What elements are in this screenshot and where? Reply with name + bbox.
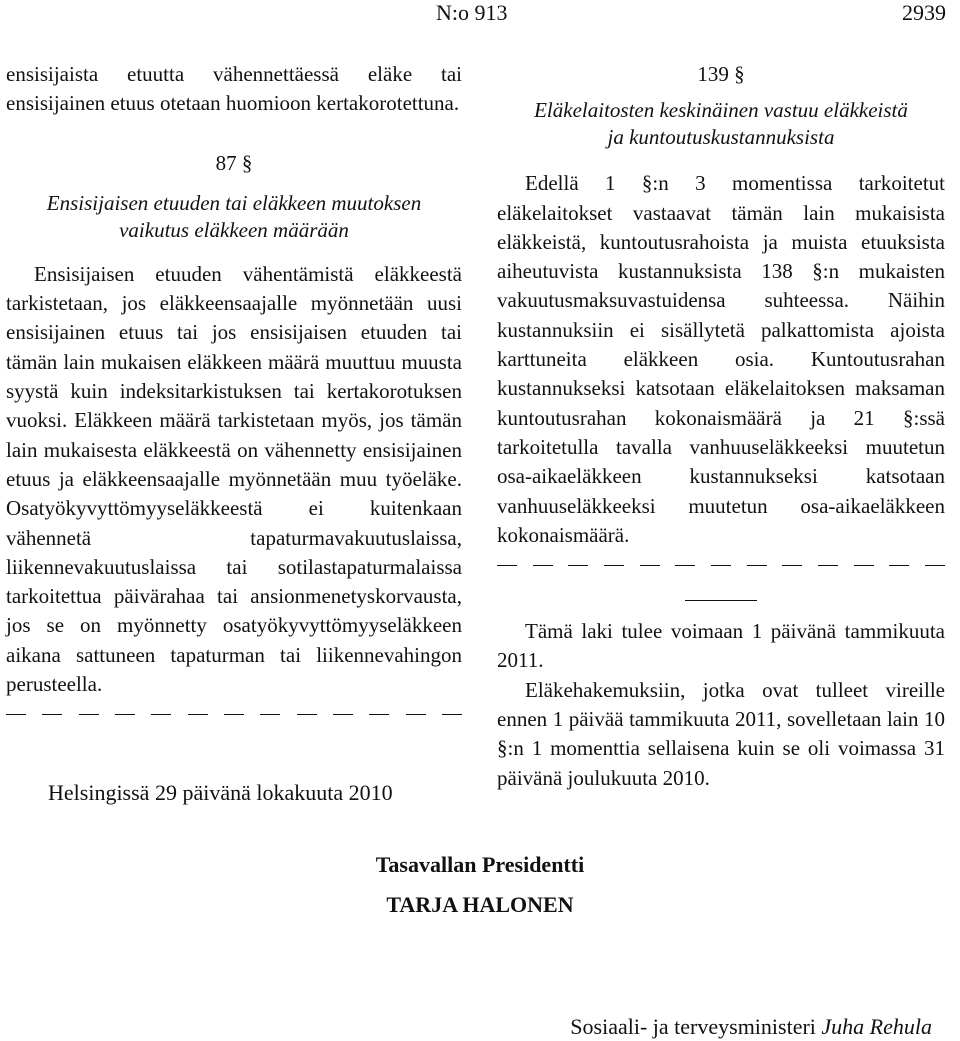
minister-signature: [570, 1012, 932, 1041]
page-number: 2939: [902, 0, 946, 25]
president-title: Tasavallan Presidentti: [375, 852, 585, 877]
entry-into-force-paragraph: Tämä laki tulee voimaan 1 päivänä tammikuuta 2011.: [497, 619, 945, 673]
section-end-dashes: [497, 550, 945, 580]
section-139-title-line2: ja kuntoutuskustannuksista: [607, 125, 835, 150]
intro-paragraph: ensisijaista etuutta vähennettäessä eläke tai ensisijainen etuus otetaan huomioon kertakorotettuna.: [6, 62, 462, 116]
section-87-paragraph: Ensisijaisen etuuden vähentämistä eläkkeestä tarkistetaan, jos eläkkeensaajalle myönnetään uusi ensisijainen etuus tai jos ensisijaisen etuuden tai tämän lain mukaisen eläkkeen määrä muuttuu muusta syystä kuin indeksitarkistuksen tai kertakorotuksen vuoksi. Eläkkeen määrä tarkistetaan myös, jos tämän lain mukaisesta eläkkeestä on vähennetty ensisijainen etuus ja eläkkeensaajalle myönnetään muu työeläke. Osatyökyvyttömyyseläkkeestä ei kuitenkaan vähennetä tapaturmavakuutuslaissa, liikennevakuutuslaissa tai sotilastapaturmalaissa tarkoitettua päivärahaa tai ansionmenetyskorvausta, jos se on myönnetty osatyökyvyttömyyseläkkeen aikana sattuneen tapaturman tai liikennevahingon perusteella.: [6, 261, 462, 697]
right-column: [497, 60, 945, 793]
document-number: N:o 913: [436, 0, 508, 25]
minister-name: Juha Rehula: [821, 1014, 932, 1039]
place-and-date: Helsingissä 29 päivänä lokakuuta 2010: [48, 780, 393, 805]
section-87-number: 87 §: [215, 150, 253, 175]
section-end-dashes: [6, 699, 462, 729]
minister-title: Sosiaali- ja terveysministeri: [570, 1014, 816, 1039]
left-column: [6, 60, 462, 729]
section-139-number: 139 §: [697, 62, 745, 86]
separator-rule: [685, 600, 757, 601]
section-87-title-line2: vaikutus eläkkeen määrään: [119, 217, 349, 242]
transition-provision-paragraph: Eläkehakemuksiin, jotka ovat tulleet vireille ennen 1 päivää tammikuuta 2011, sovelletaan lain 10 §:n 1 momenttia sellaisena kuin se oli voimassa 31 päivänä joulukuuta 2010.: [497, 677, 945, 790]
section-139-title-line1: Eläkelaitosten keskinäinen vastuu eläkkeistä: [534, 98, 908, 123]
section-139-paragraph: Edellä 1 §:n 3 momentissa tarkoitetut eläkelaitokset vastaavat tämän lain mukaisista eläkkeistä, kuntoutusrahoista ja muista etuuksista aiheutuvista kustannuksista 138 §:n mukaisten vakuutusmaksuvastuidensa suhteessa. Näihin kustannuksiin ei sisällytetä palkattomista ajoista karttuneita eläkkeen osia. Kuntoutusrahan kustannukseksi katsotaan eläkelaitoksen maksaman kuntoutusrahan kokonaismäärä ja 21 §:ssä tarkoitetulla tavalla vanhuuseläkkeeksi muutetun osa-aikaeläkkeen kustannukseksi katsotaan vanhuuseläkkeeksi muutetun osa-aikaeläkkeen kokonaismäärä.: [497, 171, 945, 547]
president-name: TARJA HALONEN: [386, 892, 574, 917]
section-87-title-line1: Ensisijaisen etuuden tai eläkkeen muutoksen: [46, 190, 422, 215]
